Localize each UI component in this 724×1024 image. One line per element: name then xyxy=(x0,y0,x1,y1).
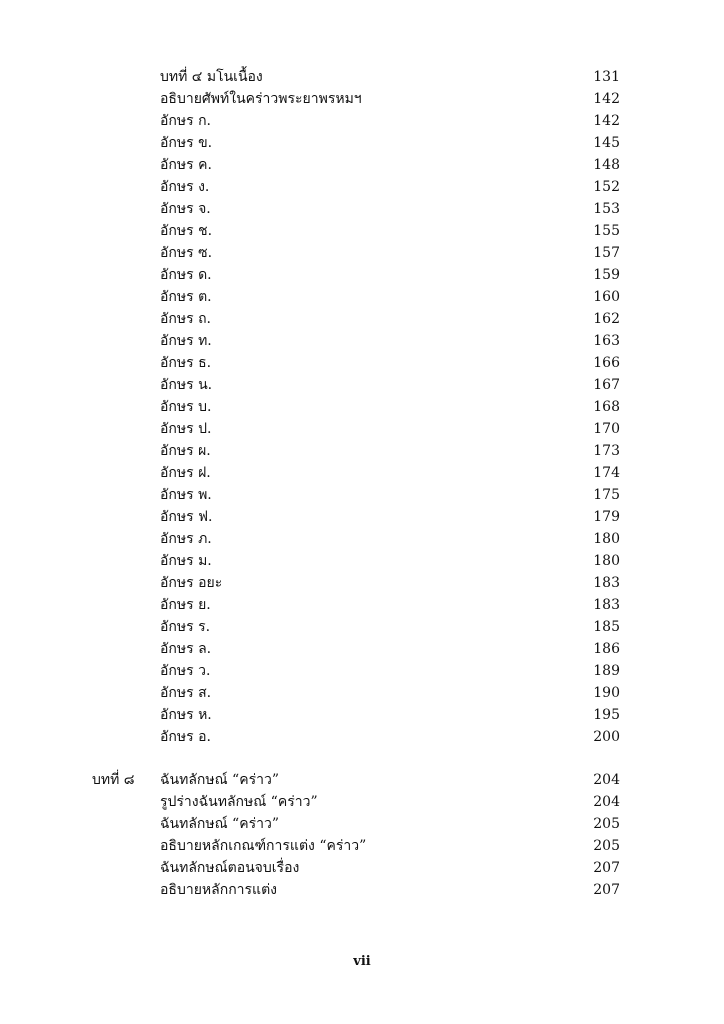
toc-entry xyxy=(0,418,724,440)
toc-entry-label: อธิบายหลักเกณฑ์การแต่ง “คร่าว” xyxy=(160,838,367,854)
toc-section-chapter-4 xyxy=(0,66,724,748)
toc-entry-label: อักษร ผ. xyxy=(160,443,211,459)
toc-entry-page: 168 xyxy=(593,399,620,415)
toc-entry-label: อักษร ง. xyxy=(160,179,210,195)
toc-entry-page: 180 xyxy=(593,553,620,569)
toc-entry-label: อธิบายศัพท์ในคร่าวพระยาพรหมฯ xyxy=(160,91,362,107)
toc-entry xyxy=(0,484,724,506)
toc-entry-label: อักษร ฟ. xyxy=(160,509,213,525)
toc-entry-label: อักษร อ. xyxy=(160,729,211,745)
toc-entry xyxy=(0,308,724,330)
toc-entry xyxy=(0,198,724,220)
toc-entry-label: อักษร น. xyxy=(160,377,213,393)
toc-entry xyxy=(0,769,724,791)
toc-entry-label: อักษร พ. xyxy=(160,487,212,503)
toc-entry-page: 180 xyxy=(593,531,620,547)
toc-entry xyxy=(0,66,724,88)
toc-entry-label: อักษร ท. xyxy=(160,333,212,349)
toc-chapter-number: บทที่ ๘ xyxy=(92,772,135,788)
toc-entry-page: 204 xyxy=(593,794,620,810)
toc-entry-page: 207 xyxy=(593,860,620,876)
toc-entry-page: 162 xyxy=(593,311,620,327)
toc-entry-label: อักษร ห. xyxy=(160,707,212,723)
toc-entry-page: 167 xyxy=(593,377,620,393)
toc-entry xyxy=(0,682,724,704)
toc-section-chapter-8 xyxy=(0,769,724,901)
toc-entry-page: 170 xyxy=(593,421,620,437)
toc-entry-page: 190 xyxy=(593,685,620,701)
toc-entry xyxy=(0,813,724,835)
section-spacer xyxy=(0,748,724,769)
toc-entry-page: 205 xyxy=(593,838,620,854)
toc-entry-page: 159 xyxy=(593,267,620,283)
toc-entry-page: 189 xyxy=(593,663,620,679)
toc-entry xyxy=(0,660,724,682)
toc-entry xyxy=(0,550,724,572)
toc-entry-page: 163 xyxy=(593,333,620,349)
toc-entry xyxy=(0,286,724,308)
toc-entry-label: อักษร อยะ xyxy=(160,575,223,591)
toc-entry-label: อักษร ซ. xyxy=(160,245,213,261)
toc-entry xyxy=(0,879,724,901)
toc-entry-label: รูปร่างฉันทลักษณ์ “คร่าว” xyxy=(160,794,318,810)
toc-entry-label: อักษร จ. xyxy=(160,201,211,217)
toc-entry-label: อักษร ต. xyxy=(160,289,212,305)
toc-entry xyxy=(0,396,724,418)
toc-entry-page: 166 xyxy=(593,355,620,371)
table-of-contents xyxy=(0,66,724,901)
toc-entry xyxy=(0,638,724,660)
toc-entry-page: 142 xyxy=(593,91,620,107)
toc-entry-label: อักษร ส. xyxy=(160,685,212,701)
toc-entry-page: 175 xyxy=(593,487,620,503)
toc-entry-label: อักษร ร. xyxy=(160,619,211,635)
toc-entry-label: อักษร ว. xyxy=(160,663,211,679)
page-folio: vii xyxy=(353,954,371,969)
toc-entry-page: 204 xyxy=(593,772,620,788)
toc-entry xyxy=(0,528,724,550)
toc-entry-page: 155 xyxy=(593,223,620,239)
toc-entry xyxy=(0,264,724,286)
toc-entry xyxy=(0,572,724,594)
toc-entry xyxy=(0,154,724,176)
toc-entry xyxy=(0,791,724,813)
toc-entry xyxy=(0,374,724,396)
toc-entry-page: 195 xyxy=(593,707,620,723)
toc-entry-label: ฉันทลักษณ์ “คร่าว” xyxy=(160,772,279,788)
toc-entry-page: 183 xyxy=(593,575,620,591)
toc-entry xyxy=(0,857,724,879)
toc-entry-label: อักษร ช. xyxy=(160,223,213,239)
toc-entry-page: 160 xyxy=(593,289,620,305)
toc-entry-label: อักษร ธ. xyxy=(160,355,212,371)
toc-entry xyxy=(0,110,724,132)
toc-entry-page: 153 xyxy=(593,201,620,217)
toc-entry xyxy=(0,352,724,374)
toc-entry-label: อักษร ล. xyxy=(160,641,212,657)
toc-entry-page: 173 xyxy=(593,443,620,459)
toc-entry-page: 174 xyxy=(593,465,620,481)
toc-entry xyxy=(0,594,724,616)
toc-entry-page: 207 xyxy=(593,882,620,898)
toc-entry-page: 152 xyxy=(593,179,620,195)
toc-entry-page: 183 xyxy=(593,597,620,613)
toc-entry xyxy=(0,330,724,352)
toc-entry-label: อักษร ภ. xyxy=(160,531,212,547)
toc-entry xyxy=(0,176,724,198)
toc-entry xyxy=(0,88,724,110)
toc-entry xyxy=(0,440,724,462)
toc-entry-label: อธิบายหลักการแต่ง xyxy=(160,882,277,898)
toc-entry xyxy=(0,132,724,154)
toc-entry-label: อักษร ข. xyxy=(160,135,213,151)
toc-entry xyxy=(0,835,724,857)
toc-entry-page: 179 xyxy=(593,509,620,525)
toc-entry-label: อักษร ฝ. xyxy=(160,465,211,481)
toc-entry-page: 185 xyxy=(593,619,620,635)
toc-entry-label: บทที่ ๔ มโนเนื้อง xyxy=(160,69,263,85)
toc-entry-page: 142 xyxy=(593,113,620,129)
toc-entry-label: อักษร ค. xyxy=(160,157,212,173)
toc-entry-label: อักษร บ. xyxy=(160,399,212,415)
toc-entry-label: อักษร ถ. xyxy=(160,311,212,327)
toc-entry-label: อักษร ป. xyxy=(160,421,212,437)
toc-entry-page: 205 xyxy=(593,816,620,832)
toc-entry-label: อักษร ย. xyxy=(160,597,211,613)
toc-entry-page: 157 xyxy=(593,245,620,261)
toc-entry xyxy=(0,220,724,242)
toc-entry-page: 148 xyxy=(593,157,620,173)
toc-entry-page: 186 xyxy=(593,641,620,657)
toc-entry xyxy=(0,726,724,748)
toc-entry-label: อักษร ด. xyxy=(160,267,212,283)
toc-entry xyxy=(0,616,724,638)
toc-entry-label: ฉันทลักษณ์ตอนจบเรื่อง xyxy=(160,860,300,876)
toc-entry-page: 145 xyxy=(593,135,620,151)
toc-entry-page: 131 xyxy=(593,69,620,85)
toc-entry-label: อักษร ม. xyxy=(160,553,212,569)
toc-entry xyxy=(0,462,724,484)
toc-entry xyxy=(0,704,724,726)
toc-entry xyxy=(0,506,724,528)
toc-entry-label: ฉันทลักษณ์ “คร่าว” xyxy=(160,816,279,832)
toc-entry-label: อักษร ก. xyxy=(160,113,212,129)
toc-entry-page: 200 xyxy=(593,729,620,745)
toc-entry xyxy=(0,242,724,264)
